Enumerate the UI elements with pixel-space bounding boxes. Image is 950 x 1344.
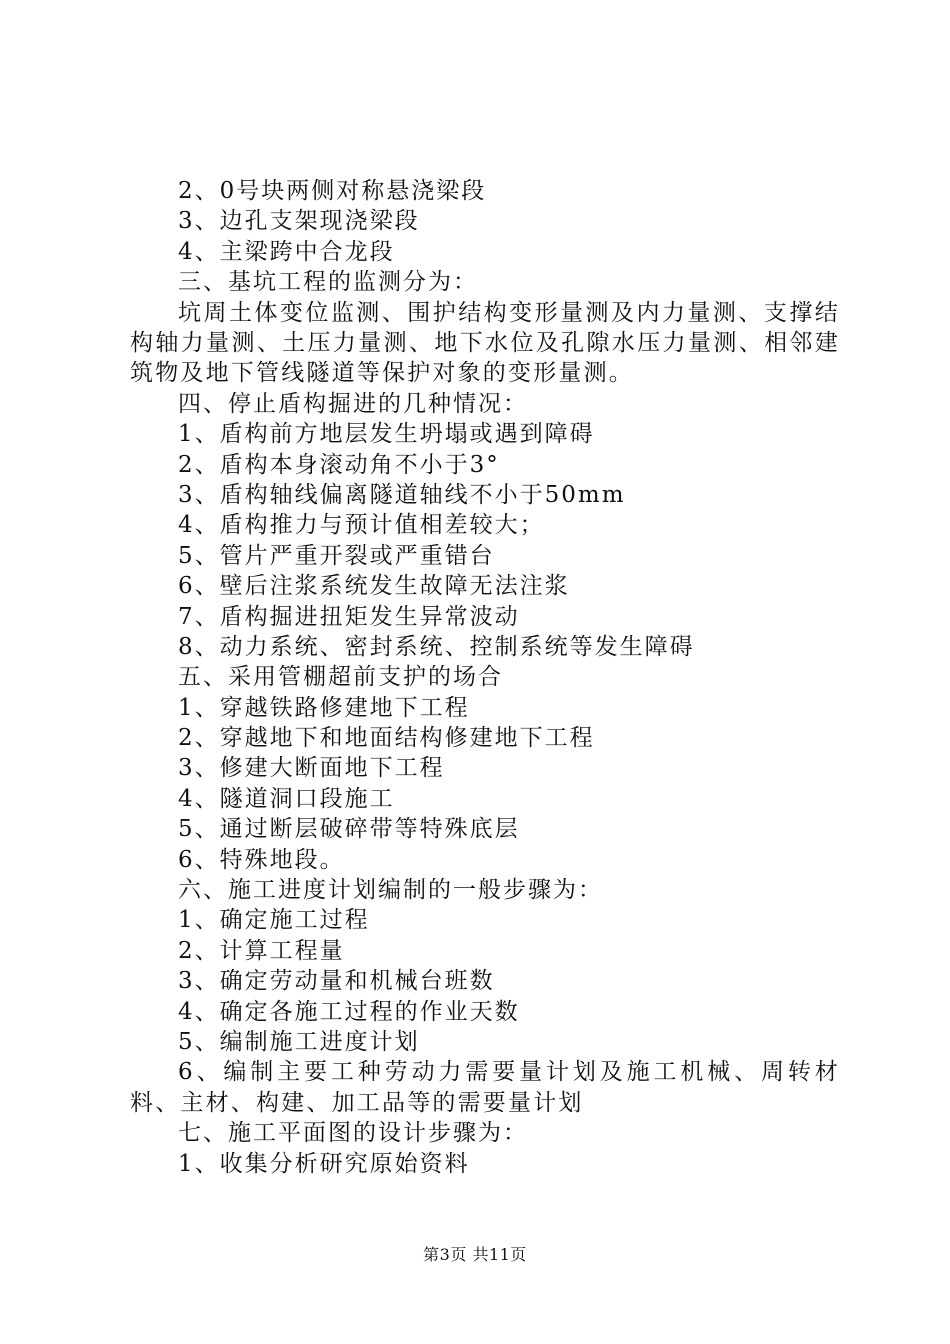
page-number-footer: 第3页 共11页 xyxy=(423,1245,527,1264)
text-line: 8、动力系统、密封系统、控制系统等发生障碍 xyxy=(178,633,695,660)
text-line: 5、编制施工进度计划 xyxy=(178,1028,420,1055)
text-line: 1、收集分析研究原始资料 xyxy=(178,1150,470,1177)
text-line: 3、边孔支架现浇梁段 xyxy=(178,208,420,235)
document-body xyxy=(130,176,840,1179)
section-heading: 七、施工平面图的设计步骤为： xyxy=(178,1120,528,1147)
text-line: 1、穿越铁路修建地下工程 xyxy=(178,694,470,721)
section-heading: 六、施工进度计划编制的一般步骤为： xyxy=(178,877,603,904)
text-line: 6、特殊地段。 xyxy=(178,846,345,873)
text-line: 2、0号块两侧对称悬浇梁段 xyxy=(178,178,487,204)
text-line: 5、管片严重开裂或严重错台 xyxy=(178,542,495,569)
text-line: 4、隧道洞口段施工 xyxy=(178,785,395,812)
text-line: 2、盾构本身滚动角不小于3° xyxy=(178,451,500,478)
section-heading: 五、采用管棚超前支护的场合 xyxy=(178,664,503,691)
text-line: 3、盾构轴线偏离隧道轴线不小于50mm xyxy=(178,481,626,508)
text-line: 3、修建大断面地下工程 xyxy=(178,755,445,782)
text-line: 4、主梁跨中合龙段 xyxy=(178,238,395,265)
text-line: 1、盾构前方地层发生坍塌或遇到障碍 xyxy=(178,421,595,448)
section-heading: 三、基坑工程的监测分为： xyxy=(178,269,478,296)
text-line: 1、确定施工过程 xyxy=(178,907,370,934)
text-line: 7、盾构掘进扭矩发生异常波动 xyxy=(178,603,520,630)
text-line: 4、确定各施工过程的作业天数 xyxy=(178,998,520,1025)
text-line: 6、壁后注浆系统发生故障无法注浆 xyxy=(178,573,570,600)
text-paragraph: 坑周土体变位监测、围护结构变形量测及内力量测、支撑结构轴力量测、土压力量测、地下水位及孔隙水压力量测、相邻建筑物及地下管线隧道等保护对象的变形量测。 xyxy=(130,299,840,387)
text-paragraph: 6、编制主要工种劳动力需要量计划及施工机械、周转材料、主材、构建、加工品等的需要量计划 xyxy=(130,1059,840,1116)
text-line: 3、确定劳动量和机械台班数 xyxy=(178,968,495,995)
text-line: 5、通过断层破碎带等特殊底层 xyxy=(178,816,520,843)
text-line: 4、盾构推力与预计值相差较大； xyxy=(178,512,545,539)
text-line: 2、计算工程量 xyxy=(178,937,345,964)
text-line: 2、穿越地下和地面结构修建地下工程 xyxy=(178,725,595,752)
section-heading: 四、停止盾构掘进的几种情况： xyxy=(178,390,528,417)
